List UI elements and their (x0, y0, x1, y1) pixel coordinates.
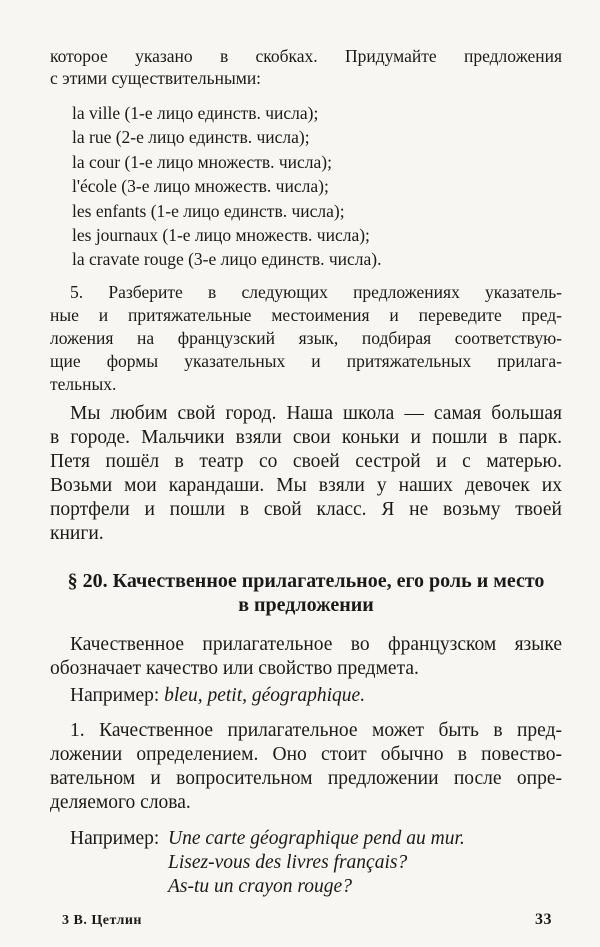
example-label: Например: (70, 685, 160, 706)
paragraph-line: обозначает качество или свойство предмета. (50, 658, 419, 679)
rule-line: ложении определением. Оно стоит обычно в повество- (50, 744, 562, 765)
example-sentence: As-tu un crayon rouge? (168, 876, 352, 897)
example-words: bleu, petit, géographique. (164, 685, 366, 706)
rule-line: деляемого слова. (50, 792, 191, 813)
footer-note: 3 В. Цетлин (62, 913, 142, 928)
section-heading: § 20. Качественное прилагательное, его роль и место (67, 570, 545, 592)
exercise-line: щие формы указательных и притяжательных прилага- (50, 351, 562, 371)
list-item: les enfants (1-е лицо единств. числа); (72, 201, 345, 221)
passage-line: портфели и пошли в свой класс. Я не возьму твоей (50, 499, 562, 520)
rule-line: вательном и вопросительном предложении после опре- (50, 768, 562, 789)
list-item: les journaux (1-е лицо множеств. числа); (72, 225, 370, 245)
passage-line: Мы любим свой город. Наша школа — самая большая (70, 403, 562, 424)
exercise-line: 5. Разберите в следующих предложениях указатель- (70, 282, 562, 302)
list-item: la cour (1-е лицо множеств. числа); (72, 152, 332, 172)
exercise-line: ложения на французский язык, подбирая соответствую- (50, 328, 562, 348)
list-item: l'école (3-е лицо множеств. числа); (72, 176, 329, 196)
paragraph-line: Качественное прилагательное во французском языке (70, 634, 562, 655)
list-item: la cravate rouge (3-е лицо единств. числа). (72, 249, 382, 269)
example-sentence: Lisez-vous des livres français? (168, 852, 408, 873)
passage-line: Петя пошёл в театр со своей сестрой и с матерью. (50, 451, 562, 472)
list-item: la ville (1-е лицо единств. числа); (72, 103, 319, 123)
rule-line: 1. Качественное прилагательное может быть в пред- (70, 720, 562, 741)
example-line (70, 684, 365, 708)
exercise-line: ные и притяжательные местоимения и переведите пред- (50, 305, 562, 325)
exercise-line: тельных. (50, 374, 117, 394)
passage-line: в городе. Мальчики взяли свои коньки и пошли в парк. (50, 427, 562, 448)
example-sentence: Une carte géographique pend au mur. (168, 828, 465, 849)
passage-line: книги. (50, 523, 104, 544)
passage-line: Возьми мои карандаши. Мы взяли у наших девочек их (50, 475, 562, 496)
text-line: с этими существительными: (50, 68, 262, 88)
list-item: la rue (2-е лицо единств. числа); (72, 127, 310, 147)
page-number: 33 (535, 911, 552, 928)
text-line: которое указано в скобках. Придумайте предложения (50, 46, 562, 66)
section-heading: в предложении (238, 594, 374, 616)
example-label: Например: (70, 828, 160, 849)
